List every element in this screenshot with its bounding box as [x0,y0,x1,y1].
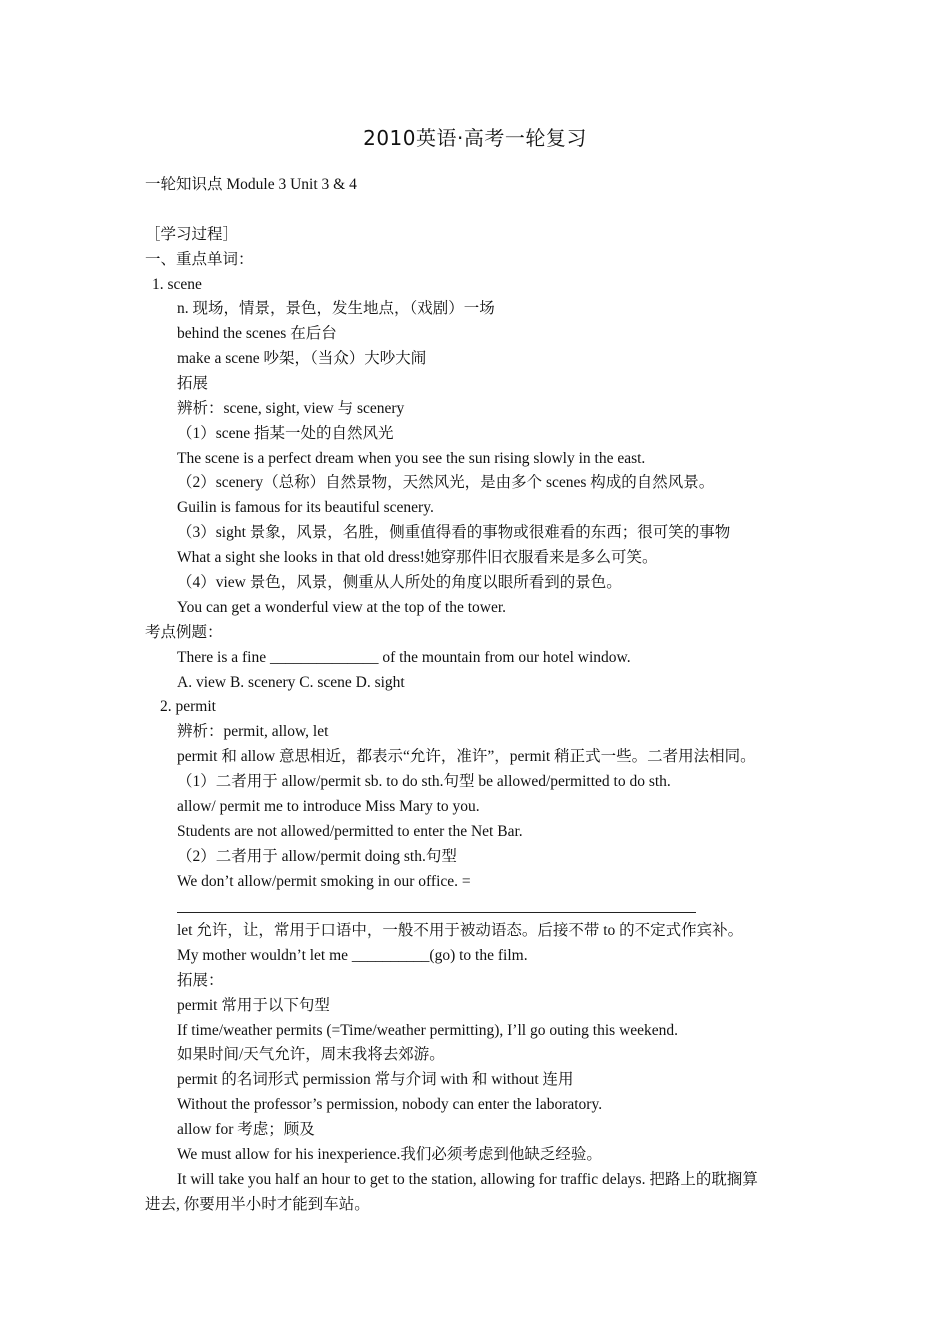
text-line: n. 现场，情景，景色，发生地点，（戏剧）一场 [177,300,495,317]
text-line: （4）view 景色，风景，侧重从人所处的角度以眼所看到的景色。 [177,574,622,591]
text-line: make a scene 吵架，（当众）大吵大闹 [177,350,427,367]
text-line: 辨析：scene, sight, view 与 scenery [177,400,405,417]
text-line: Without the professor’s permission, nobody can enter the laboratory. [177,1096,603,1113]
text-line: 如果时间/天气允许，周末我将去郊游。 [177,1046,445,1063]
text-line: permit 的名词形式 permission 常与介词 with 和 without 连用 [177,1071,574,1088]
answer-blank-line [177,912,696,913]
text-line: There is a fine ______________ of the mountain from our hotel window. [177,649,631,666]
text-line: If time/weather permits (=Time/weather permitting), I’ll go outing this weekend. [177,1022,679,1039]
text-line: behind the scenes 在后台 [177,325,337,342]
text-line: （1）二者用于 allow/permit sb. to do sth.句型 be allowed/permitted to do sth. [177,773,671,790]
text-line: permit 常用于以下句型 [177,997,330,1014]
text-line: let 允许，让，常用于口语中，一般不用于被动语态。后接不带 to 的不定式作宾补。 [177,922,744,939]
text-line: （3）sight 景象，风景，名胜，侧重值得看的事物或很难看的东西；很可笑的事物 [177,524,731,541]
word-heading-permit: 2. permit [160,698,216,715]
document-title: 2010英语·高考一轮复习 [363,126,587,150]
text-line: Students are not allowed/permitted to enter the Net Bar. [177,823,523,840]
exam-example-heading: 考点例题： [145,624,223,641]
text-line: We don’t allow/permit smoking in our office. = [177,873,471,890]
text-line: allow/ permit me to introduce Miss Mary to you. [177,798,480,815]
section-heading: 一轮知识点 Module 3 Unit 3 & 4 [145,176,357,193]
text-line-continued: 进去, 你要用半小时才能到车站。 [145,1196,370,1213]
text-line: My mother wouldn’t let me __________(go) to the film. [177,947,528,964]
text-line: （2）二者用于 allow/permit doing sth.句型 [177,848,457,865]
word-heading-scene: 1. scene [152,276,202,293]
text-line: We must allow for his inexperience.我们必须考虑到他缺乏经验。 [177,1146,602,1163]
key-words-heading: 一、重点单词： [145,251,254,268]
text-line: What a sight she looks in that old dress!她穿那件旧衣服看来是多么可笑。 [177,549,658,566]
learning-process-heading: ［学习过程］ [145,226,239,243]
text-line: allow for 考虑；顾及 [177,1121,315,1138]
text-line: （1）scene 指某一处的自然风光 [177,425,394,442]
answer-options: A. view B. scenery C. scene D. sight [177,674,405,691]
text-line: （2）scenery（总称）自然景物，天然风光，是由多个 scenes 构成的自然风景。 [177,474,715,491]
text-line: The scene is a perfect dream when you see the sun rising slowly in the east. [177,450,646,467]
text-line: It will take you half an hour to get to the station, allowing for traffic delays. 把路上的耽搁算 [177,1171,758,1188]
text-line: 拓展 [177,375,209,392]
text-line: 拓展： [177,972,224,989]
text-line: 辨析：permit, allow, let [177,723,329,740]
text-line: permit 和 allow 意思相近，都表示“允许，准许”，permit 稍正式一些。二者用法相同。 [177,748,756,765]
text-line: You can get a wonderful view at the top of the tower. [177,599,507,616]
text-line: Guilin is famous for its beautiful scenery. [177,499,434,516]
